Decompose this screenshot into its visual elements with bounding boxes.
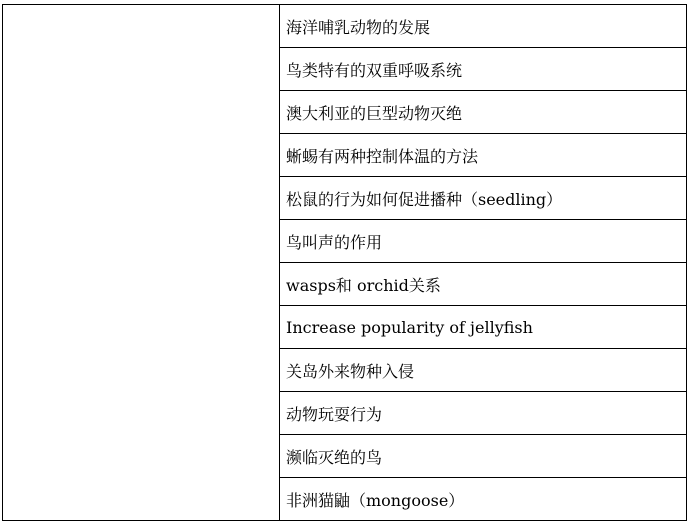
table-row bbox=[3, 5, 687, 48]
topics-table bbox=[2, 4, 687, 521]
topic-cell: 非洲猫鼬（mongoose） bbox=[280, 478, 687, 521]
blank-merged-cell bbox=[3, 5, 280, 521]
topic-cell: 鸟叫声的作用 bbox=[280, 220, 687, 263]
topic-cell: 海洋哺乳动物的发展 bbox=[280, 5, 687, 48]
topic-cell: 松鼠的行为如何促进播种（seedling） bbox=[280, 177, 687, 220]
topic-cell: 鸟类特有的双重呼吸系统 bbox=[280, 48, 687, 91]
topic-cell: 蜥蜴有两种控制体温的方法 bbox=[280, 134, 687, 177]
topic-cell: 关岛外来物种入侵 bbox=[280, 349, 687, 392]
topic-cell: wasps和 orchid关系 bbox=[280, 263, 687, 306]
topic-cell: 濒临灭绝的鸟 bbox=[280, 435, 687, 478]
topic-cell: 澳大利亚的巨型动物灭绝 bbox=[280, 91, 687, 134]
topic-cell: Increase popularity of jellyfish bbox=[280, 306, 687, 349]
topic-cell: 动物玩耍行为 bbox=[280, 392, 687, 435]
